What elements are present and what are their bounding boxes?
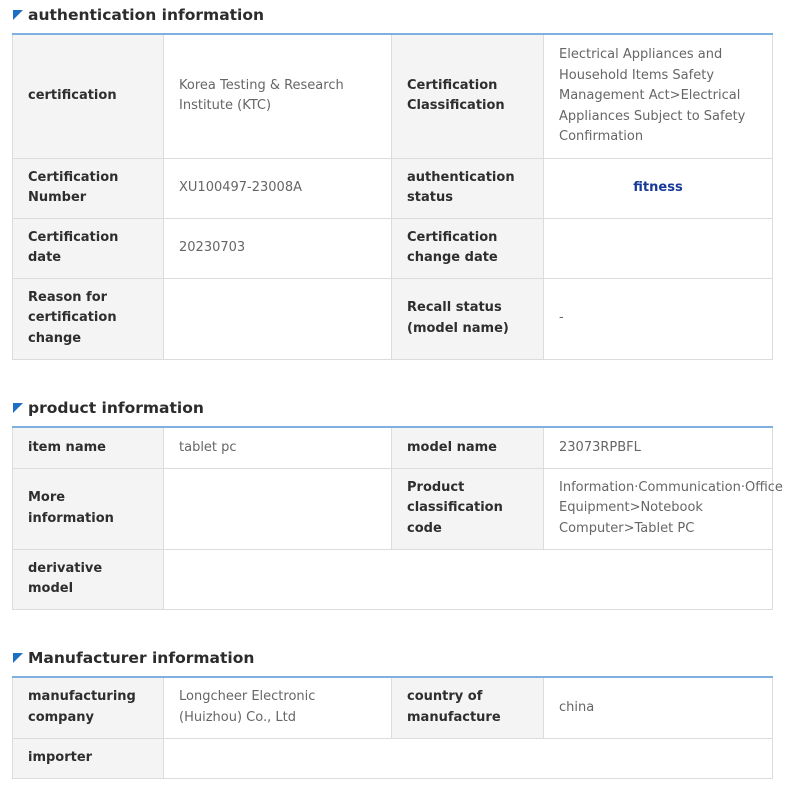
- manufacturer-section-title: [12, 649, 254, 667]
- change-reason-label: Reason for certification change: [13, 278, 164, 359]
- auth-info-table: [12, 33, 773, 360]
- model-name-label: model name: [392, 427, 544, 468]
- derivative-model-value: [164, 549, 773, 609]
- table-row: [13, 549, 773, 609]
- recall-status-value: -: [544, 278, 773, 359]
- more-info-value: [164, 468, 392, 549]
- table-row: [13, 427, 773, 468]
- importer-value: [164, 738, 773, 778]
- product-section-title-text: product information: [28, 399, 204, 417]
- item-name-label: item name: [13, 427, 164, 468]
- country-value: china: [544, 677, 773, 738]
- manufacturer-section-title-text: Manufacturer information: [28, 649, 255, 667]
- table-row: [13, 158, 773, 218]
- classification-label: Certification Classification: [392, 34, 544, 158]
- table-row: [13, 677, 773, 738]
- triangle-marker-icon: [12, 9, 24, 21]
- table-row: [13, 218, 773, 278]
- auth-section-title: [12, 6, 264, 24]
- importer-label: importer: [13, 738, 164, 778]
- triangle-marker-icon: [12, 402, 24, 414]
- country-label: country of manufacture: [392, 677, 544, 738]
- cert-number-value: XU100497-23008A: [164, 158, 392, 218]
- derivative-model-label: derivative model: [13, 549, 164, 609]
- auth-status-label: authentication status: [392, 158, 544, 218]
- more-info-label: More information: [13, 468, 164, 549]
- model-name-value: 23073RPBFL: [544, 427, 773, 468]
- table-row: [13, 278, 773, 359]
- cert-date-value: 20230703: [164, 218, 392, 278]
- cert-number-label: Certification Number: [13, 158, 164, 218]
- recall-status-label: Recall status (model name): [392, 278, 544, 359]
- table-row: [13, 34, 773, 158]
- auth-section-title-text: authentication information: [28, 6, 265, 24]
- mfg-company-label: manufacturing company: [13, 677, 164, 738]
- certification-value: Korea Testing & Research Institute (KTC): [164, 34, 392, 158]
- cert-date-label: Certification date: [13, 218, 164, 278]
- table-row: [13, 468, 773, 549]
- class-code-label: Product classification code: [392, 468, 544, 549]
- manufacturer-info-table: [12, 676, 773, 779]
- class-code-value: Information·Communication·Office Equipment>Notebook Computer>Tablet PC: [544, 468, 773, 549]
- classification-value: Electrical Appliances and Household Items Safety Management Act>Electrical Appliances Subject to Safety Confirmation: [544, 34, 773, 158]
- product-info-table: [12, 426, 783, 610]
- cert-change-date-label: Certification change date: [392, 218, 544, 278]
- product-section-title: [12, 399, 204, 417]
- cert-change-date-value: [544, 218, 773, 278]
- certification-label: certification: [13, 34, 164, 158]
- table-row: [13, 738, 773, 778]
- item-name-value: tablet pc: [164, 427, 392, 468]
- change-reason-value: [164, 278, 392, 359]
- auth-status-value: fitness: [544, 158, 773, 218]
- mfg-company-value: Longcheer Electronic (Huizhou) Co., Ltd: [164, 677, 392, 738]
- triangle-marker-icon: [12, 652, 24, 664]
